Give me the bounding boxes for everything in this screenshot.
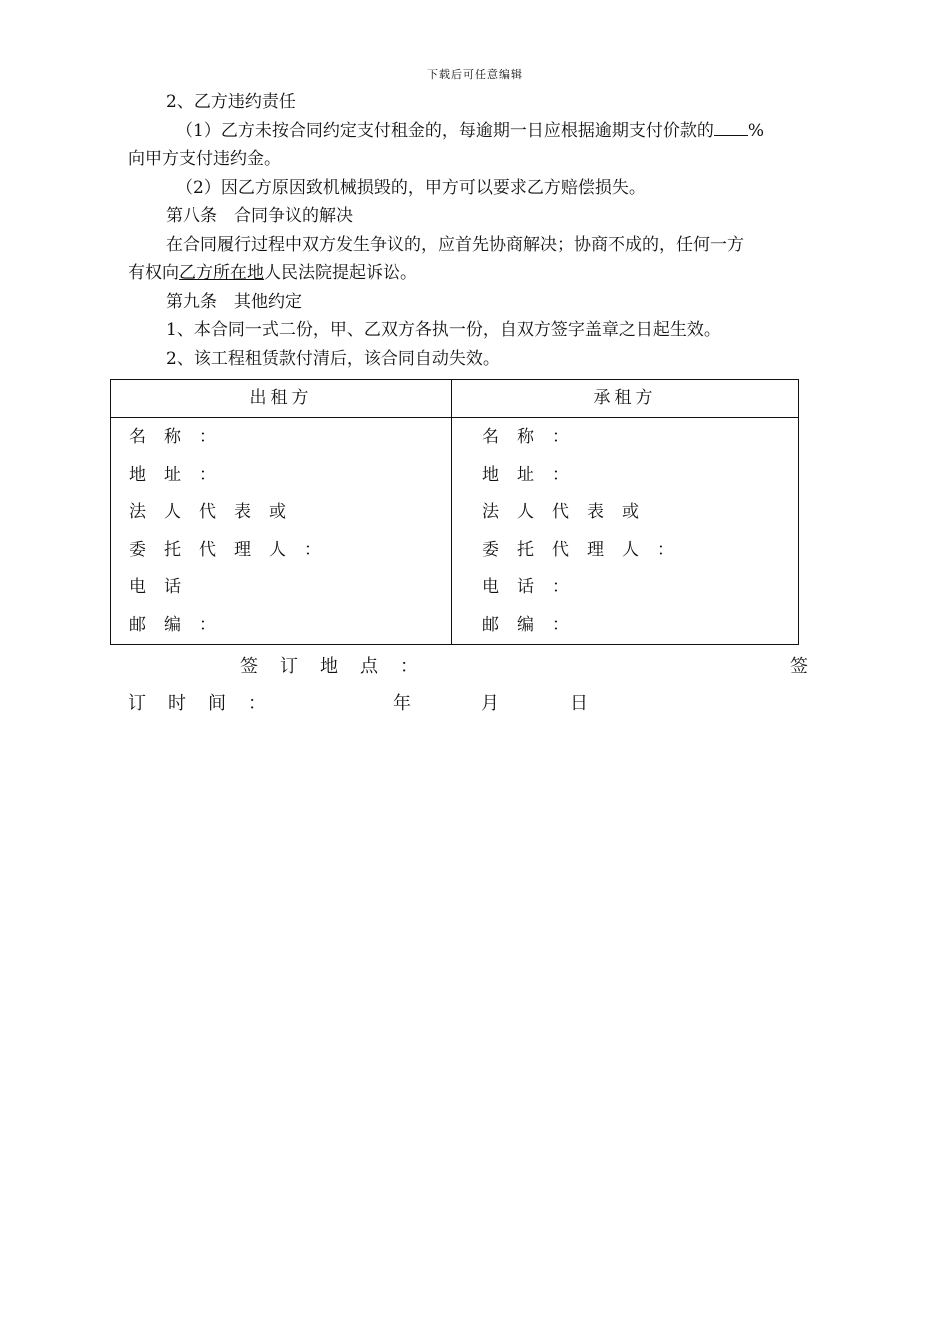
lessor-phone-label: 电话: [129, 577, 199, 597]
paragraph-text: （1）乙方未按合同约定支付租金的，每逾期一日应根据逾期支付价款的: [176, 121, 714, 141]
paragraph: 向甲方支付违约金。: [128, 149, 281, 169]
section-heading: 2、乙方违约责任: [166, 92, 296, 112]
page-header: 下载后可任意编辑: [427, 68, 523, 81]
lessor-postcode-label: 邮编：: [129, 615, 234, 635]
paragraph: [128, 261, 417, 285]
lessee-cell: [452, 418, 799, 645]
paragraph-text: 人民法院提起诉讼。: [264, 263, 417, 283]
lessor-cell: [111, 418, 452, 645]
paragraph: [176, 119, 764, 143]
paragraph: （2）因乙方原因致机械损毁的，甲方可以要求乙方赔偿损失。: [176, 178, 646, 198]
lessor-address-label: 地址：: [129, 465, 234, 485]
signing-place-label: 签订地点：: [240, 656, 440, 677]
lessee-phone-label: 电话：: [482, 577, 587, 597]
article-heading: 第八条 合同争议的解决: [166, 206, 353, 226]
month-label: 月: [481, 693, 499, 714]
parties-table: [110, 379, 799, 645]
lessee-address-label: 地址：: [482, 465, 587, 485]
signing-time-label: 订时间：: [128, 693, 288, 714]
lessor-name-label: 名称：: [129, 427, 234, 447]
lessor-legal-rep-label: 法人代表或: [129, 502, 304, 522]
paragraph: 在合同履行过程中双方发生争议的，应首先协商解决；协商不成的，任何一方: [166, 235, 744, 255]
percent-sign: %: [747, 121, 764, 141]
article-heading: 第九条 其他约定: [166, 292, 302, 312]
signing-place-tail: 签: [790, 656, 808, 677]
lessee-agent-label: 委托代理人：: [482, 540, 692, 560]
lessor-agent-label: 委托代理人：: [129, 540, 339, 560]
lessee-header: 承租方: [452, 380, 799, 418]
paragraph: 1、本合同一式二份，甲、乙双方各执一份，自双方签字盖章之日起生效。: [166, 320, 721, 340]
lessor-header: 出租方: [111, 380, 452, 418]
lessee-legal-rep-label: 法人代表或: [482, 502, 657, 522]
lessee-name-label: 名称：: [482, 427, 587, 447]
paragraph-text: 有权向: [128, 263, 179, 283]
year-label: 年: [393, 693, 411, 714]
fill-in-blank[interactable]: [714, 119, 748, 136]
lessee-postcode-label: 邮编：: [482, 615, 587, 635]
underlined-text: 乙方所在地: [179, 263, 264, 283]
day-label: 日: [570, 693, 588, 714]
paragraph: 2、该工程租赁款付清后，该合同自动失效。: [166, 349, 500, 369]
